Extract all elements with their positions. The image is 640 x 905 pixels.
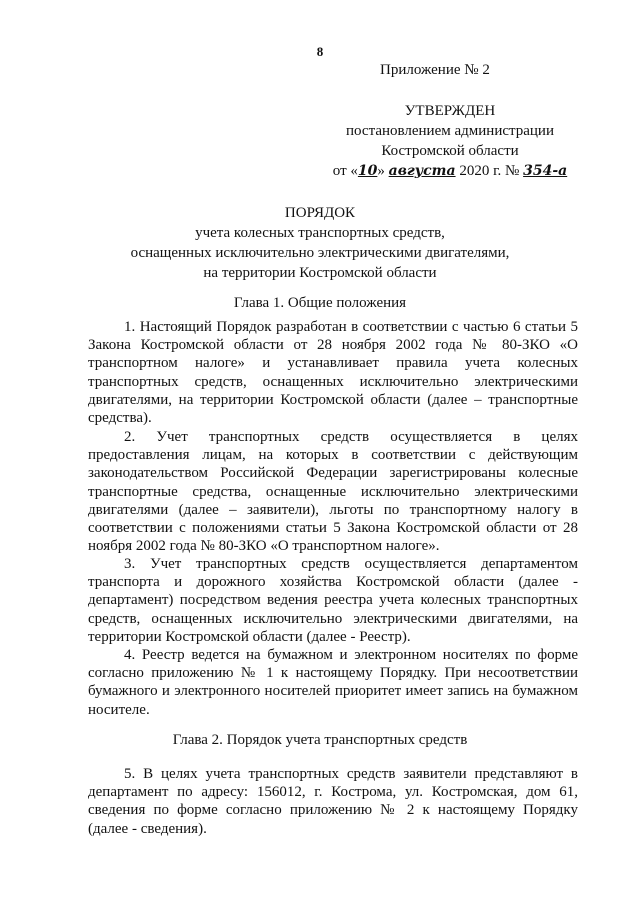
approval-block	[300, 101, 600, 181]
date-prefix: от «	[332, 163, 358, 179]
paragraph-5: 5. В целях учета транспортных средств заявители представляют в департамент по адресу: 156012, г. Кострома, ул. Костромская, дом 61, сведения по форме согласно приложению № 2 к настоящему Порядку (далее - сведения).	[88, 766, 578, 837]
handwritten-doc-number: 354-а	[523, 163, 568, 179]
handwritten-day: 10	[357, 163, 378, 179]
paragraph-2: 2. Учет транспортных средств осуществляется в целях предоставления лицам, на которых в соответствии с действующим законодательством Российской Федерации зарегистрированы колесные транспортные средства, оснащенные исключительно электрическими двигателями (далее – заявители), льготы по транспортному налогу в соответствии с положениями статьи 5 Закона Костромской области от 28 ноября 2002 года № 80-ЗКО «О транспортном налоге».	[88, 429, 578, 555]
document-title: ПОРЯДОК	[284, 205, 356, 221]
approval-title: УТВЕРЖДЕН	[404, 103, 496, 119]
chapter-2-heading: Глава 2. Порядок учета транспортных средств	[172, 732, 468, 748]
approval-line-2: Костромской области	[381, 143, 519, 159]
paragraph-1: 1. Настоящий Порядок разработан в соответствии с частью 6 статьи 5 Закона Костромской области от 28 ноября 2002 года № 80-ЗКО «О транспортном налоге» и устанавливает правила учета колесных транспортных средств, оснащенных исключительно электрическими двигателями, на территории Костромской области (далее – транспортные средства).	[88, 319, 578, 427]
document-subtitle-3: на территории Костромской области	[203, 265, 437, 281]
date-year: 2020 г. №	[455, 163, 524, 179]
document-subtitle-2: оснащенных исключительно электрическими двигателями,	[130, 245, 510, 261]
approval-line-1: постановлением администрации	[346, 123, 554, 139]
approval-date-line	[300, 161, 600, 181]
appendix-label: Приложение № 2	[380, 62, 490, 78]
handwritten-month: августа	[388, 163, 456, 179]
page-number: 8	[316, 44, 324, 59]
paragraph-3: 3. Учет транспортных средств осуществляется департаментом транспорта и дорожного хозяйства Костромской области (далее - департамент) посредством ведения реестра учета колесных транспортных средств, оснащенных исключительно электрическими двигателями, на территории Костромской области (далее - Реестр).	[88, 556, 578, 645]
chapter-1-heading: Глава 1. Общие положения	[233, 295, 407, 311]
document-title-block	[0, 203, 640, 283]
document-subtitle-1: учета колесных транспортных средств,	[195, 225, 445, 241]
paragraph-4: 4. Реестр ведется на бумажном и электронном носителях по форме согласно приложению № 1 к настоящему Порядку. При несоответствии бумажного и электронного носителей приоритет имеет запись на бумажном носителе.	[88, 647, 578, 718]
date-mid: »	[377, 163, 389, 179]
